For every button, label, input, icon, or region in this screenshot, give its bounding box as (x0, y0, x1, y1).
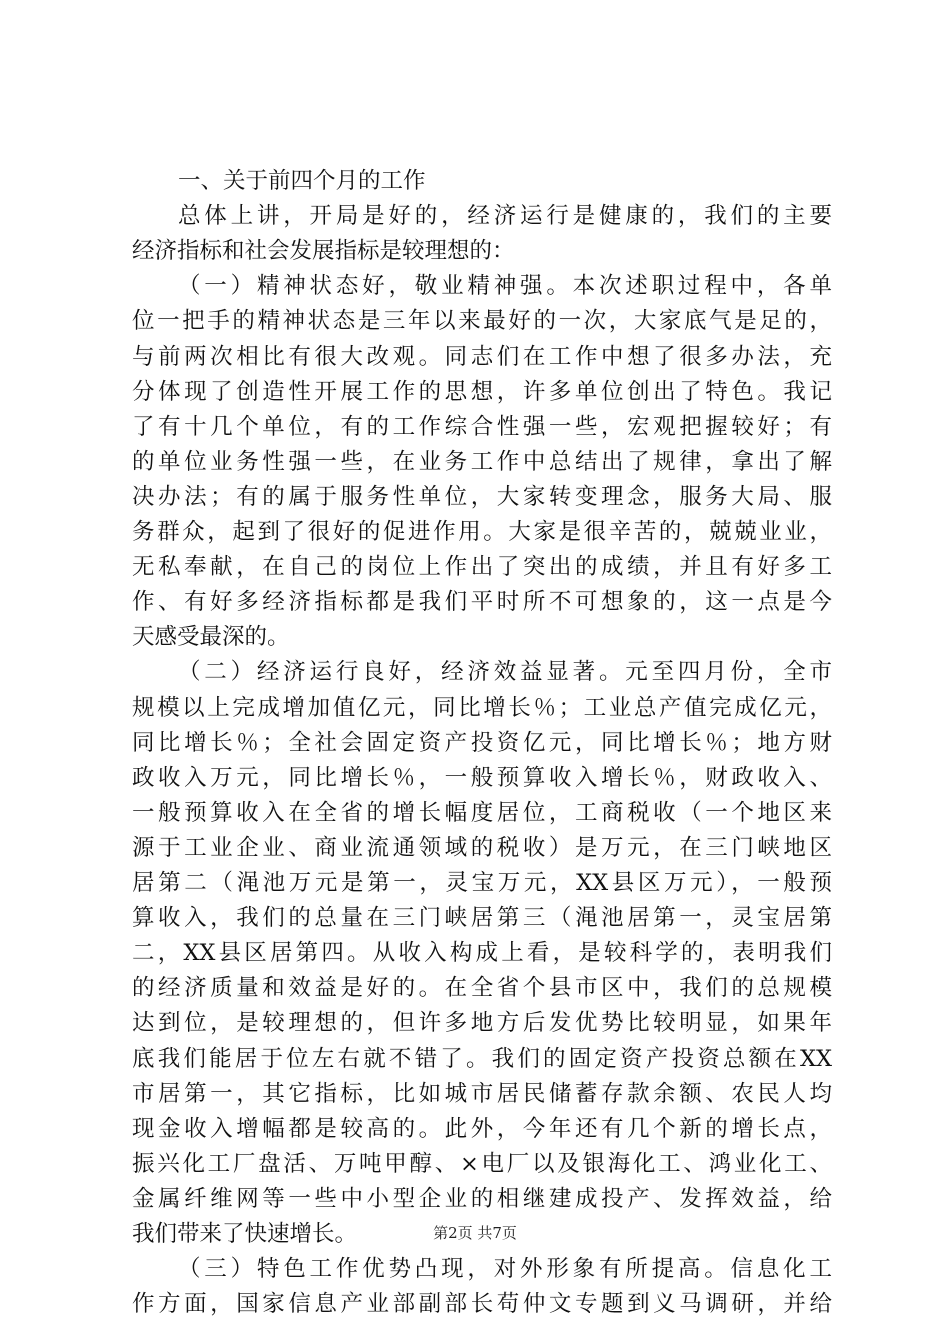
paragraph-line: 作、有好多经济指标都是我们平时所不可想象的，这一点是今 (132, 589, 832, 616)
paragraph-line: 位一把手的精神状态是三年以来最好的一次，大家底气是足的， (132, 308, 832, 335)
paragraph-line: （二）经济运行良好，经济效益显著。元至四月份，全市 (178, 659, 832, 686)
paragraph-line: 算收入，我们的总量在三门峡居第三（渑池居第一，灵宝居第 (132, 905, 832, 932)
page-footer: 第2页 共7页 (433, 1224, 517, 1242)
paragraph-line: 务群众，起到了很好的促进作用。大家是很辛苦的，兢兢业业， (132, 519, 832, 545)
paragraph-line: 现金收入增幅都是较高的。此外，今年还有几个新的增长点， (132, 1115, 832, 1142)
paragraph-line: 天感受最深的。 (132, 624, 290, 651)
paragraph-line: 的单位业务性强一些，在业务工作中总结出了规律，拿出了解 (132, 448, 832, 475)
paragraph-line: 的经济质量和效益是好的。在全省个县市区中，我们的总规模 (132, 975, 832, 1002)
paragraph-line: 达到位，是较理想的，但许多地方后发优势比较明显，如果年 (132, 1010, 832, 1037)
paragraph-line: 一般预算收入在全省的增长幅度居位，工商税收（一个地区来 (132, 799, 832, 826)
paragraph-line: 无私奉献，在自己的岗位上作出了突出的成绩，并且有好多工 (132, 554, 832, 581)
section-heading: 一、关于前四个月的工作 (178, 168, 426, 194)
paragraph-line: 居第二（渑池万元是第一，灵宝万元，XX县区万元），一般预 (132, 870, 832, 896)
paragraph-line: 经济指标和社会发展指标是较理想的： (132, 238, 515, 265)
paragraph-line: 规模以上完成增加值亿元，同比增长％；工业总产值完成亿元， (132, 694, 832, 721)
paragraph-line: 总体上讲，开局是好的，经济运行是健康的，我们的主要 (178, 203, 832, 230)
paragraph-line: （一）精神状态好，敬业精神强。本次述职过程中，各单 (178, 273, 832, 300)
paragraph-line: 分体现了创造性开展工作的思想，许多单位创出了特色。我记 (132, 378, 832, 405)
paragraph-line: 了有十几个单位，有的工作综合性强一些，宏观把握较好；有 (132, 413, 832, 440)
paragraph-line: 金属纤维网等一些中小型企业的相继建成投产、发挥效益，给 (132, 1185, 832, 1212)
paragraph-line: 与前两次相比有很大改观。同志们在工作中想了很多办法，充 (132, 343, 832, 370)
paragraph-line: 二，XX县区居第四。从收入构成上看，是较科学的，表明我们 (132, 940, 832, 967)
paragraph-line: 振兴化工厂盘活、万吨甲醇、×电厂以及银海化工、鸿业化工、 (132, 1150, 832, 1177)
paragraph-line: 源于工业企业、商业流通领域的税收）是万元，在三门峡地区 (132, 834, 832, 861)
paragraph-line: 决办法；有的属于服务性单位，大家转变理念，服务大局、服 (132, 483, 832, 510)
paragraph-line: 市居第一，其它指标，比如城市居民储蓄存款余额、农民人均 (132, 1080, 832, 1107)
paragraph-line: 同比增长％；全社会固定资产投资亿元，同比增长％；地方财 (132, 729, 832, 756)
paragraph-line: 作方面，国家信息产业部副部长苟仲文专题到义马调研，并给 (132, 1291, 832, 1318)
paragraph-line: 政收入万元，同比增长％，一般预算收入增长％，财政收入、 (132, 764, 832, 791)
paragraph-line: （三）特色工作优势凸现，对外形象有所提高。信息化工 (178, 1256, 832, 1283)
paragraph-line: 我们带来了快速增长。 (132, 1221, 358, 1247)
paragraph-line: 底我们能居于位左右就不错了。我们的固定资产投资总额在XX (132, 1045, 832, 1072)
